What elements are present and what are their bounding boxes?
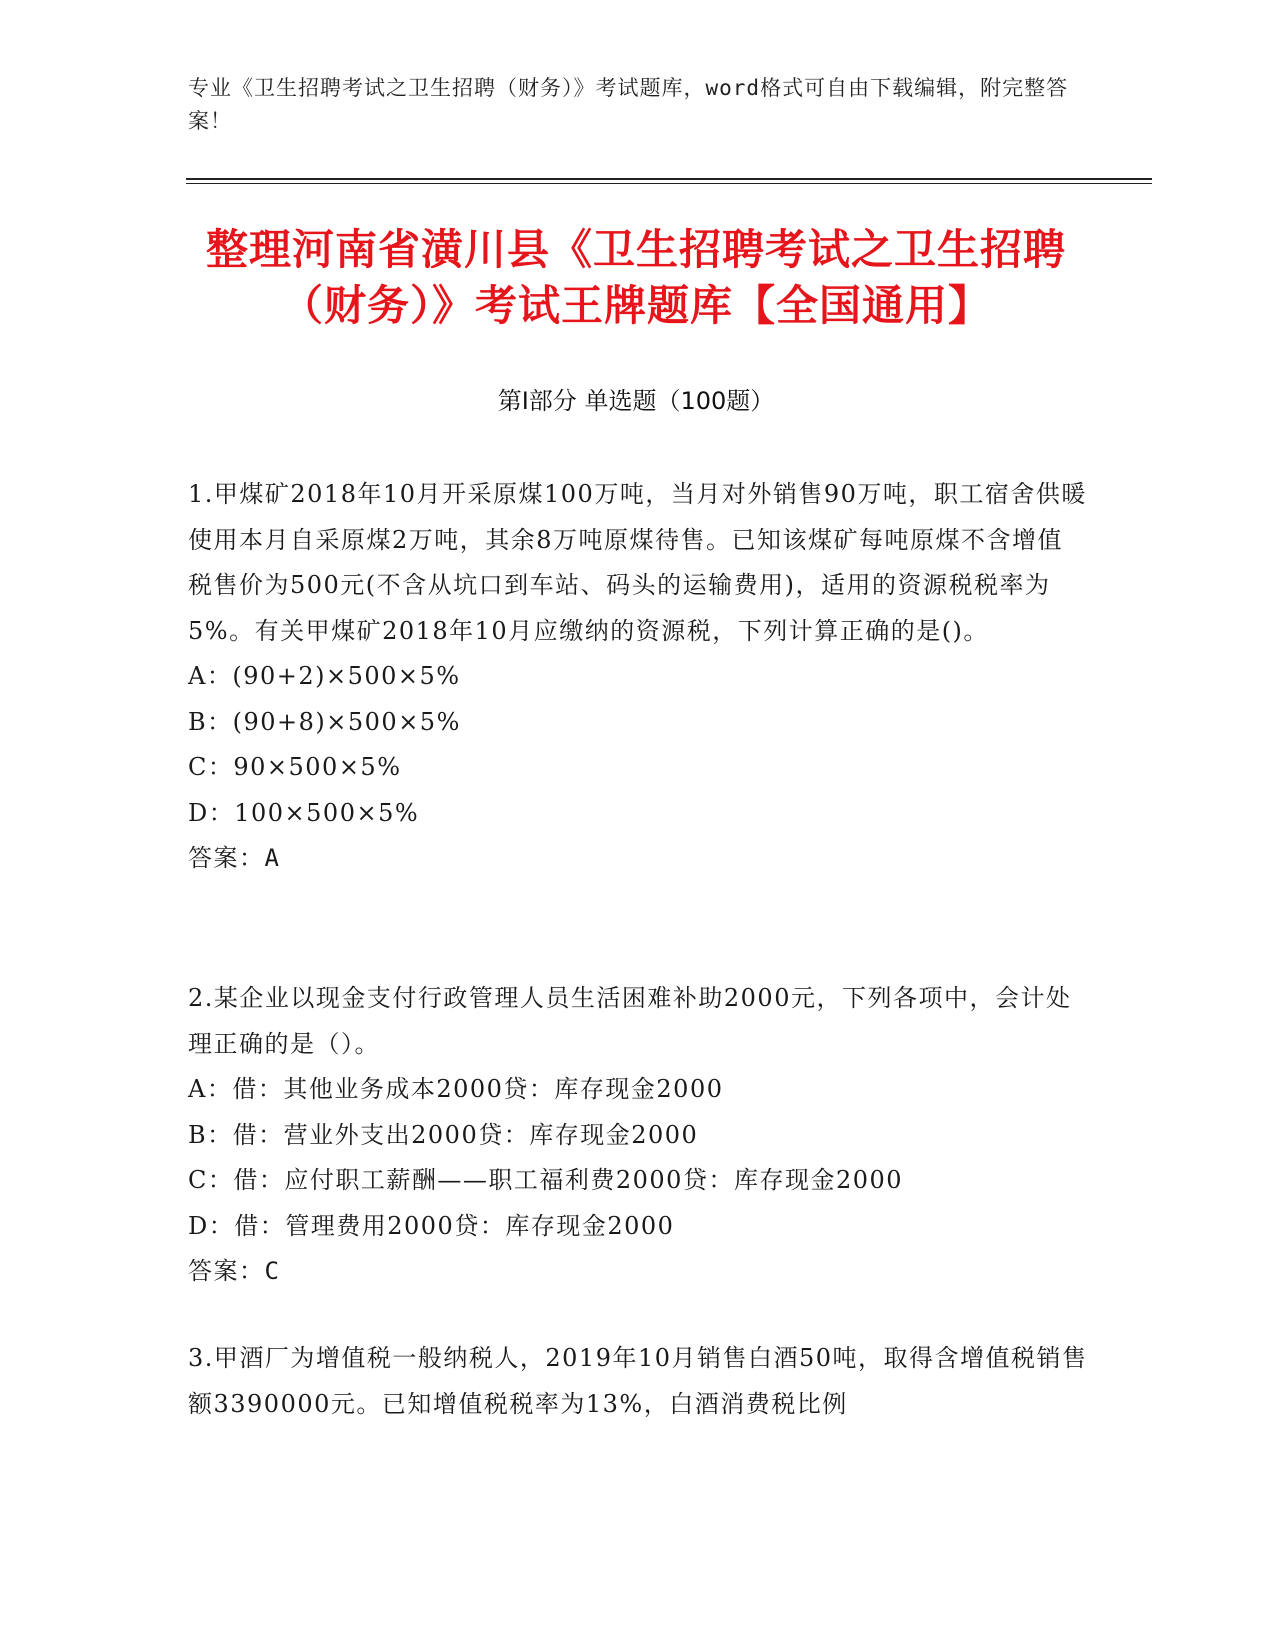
question-1 [188, 472, 1088, 882]
document-title: 整理河南省潢川县《卫生招聘考试之卫生招聘（财务）》考试王牌题库【全国通用】 [205, 225, 1066, 330]
header-rule-thick [186, 178, 1152, 180]
option-d: D：100×500×5% [188, 798, 420, 827]
option-b: B：(90+8)×500×5% [188, 707, 461, 736]
option-b: B：借：营业外支出2000贷：库存现金2000 [188, 1120, 699, 1149]
answer-label: 答案： [188, 844, 265, 872]
answer-value: A [264, 844, 281, 872]
question-text: 2.某企业以现金支付行政管理人员生活困难补助2000元，下列各项中，会计处理正确的是（）。 [188, 984, 1072, 1058]
option-a: A：借：其他业务成本2000贷：库存现金2000 [188, 1075, 724, 1103]
section-title: 第Ⅰ部分 单选题（100题） [497, 387, 775, 415]
header-rule-thin [186, 183, 1152, 184]
option-a: A：(90+2)×500×5% [188, 662, 461, 690]
answer-label: 答案： [188, 1257, 265, 1285]
option-c: C：借：应付职工薪酬——职工福利费2000贷：库存现金2000 [188, 1166, 904, 1194]
question-3 [188, 1336, 1088, 1427]
header-note: 专业《卫生招聘考试之卫生招聘（财务）》考试题库，word格式可自由下载编辑，附完整答案！ [188, 76, 1069, 133]
answer-value: C [264, 1257, 281, 1285]
question-text: 1.甲煤矿2018年10月开采原煤100万吨，当月对外销售90万吨，职工宿舍供暖使用本月自采原煤2万吨，其余8万吨原煤待售。已知该煤矿每吨原煤不含增值税售价为500元(不含从坑口到车站、码头的运输费用)，适用的资源税税率为5%。有关甲煤矿2018年10月应缴纳的资源税，下列计算正确的是()。 [188, 480, 1087, 645]
option-d: D：借：管理费用2000贷：库存现金2000 [188, 1211, 675, 1240]
answer [188, 1249, 1088, 1295]
question-2 [188, 976, 1088, 1295]
answer [188, 836, 1088, 882]
question-text: 3.甲酒厂为增值税一般纳税人，2019年10月销售白酒50吨，取得含增值税销售额3390000元。已知增值税税率为13%，白酒消费税比例 [188, 1344, 1088, 1418]
option-c: C：90×500×5% [188, 753, 402, 781]
